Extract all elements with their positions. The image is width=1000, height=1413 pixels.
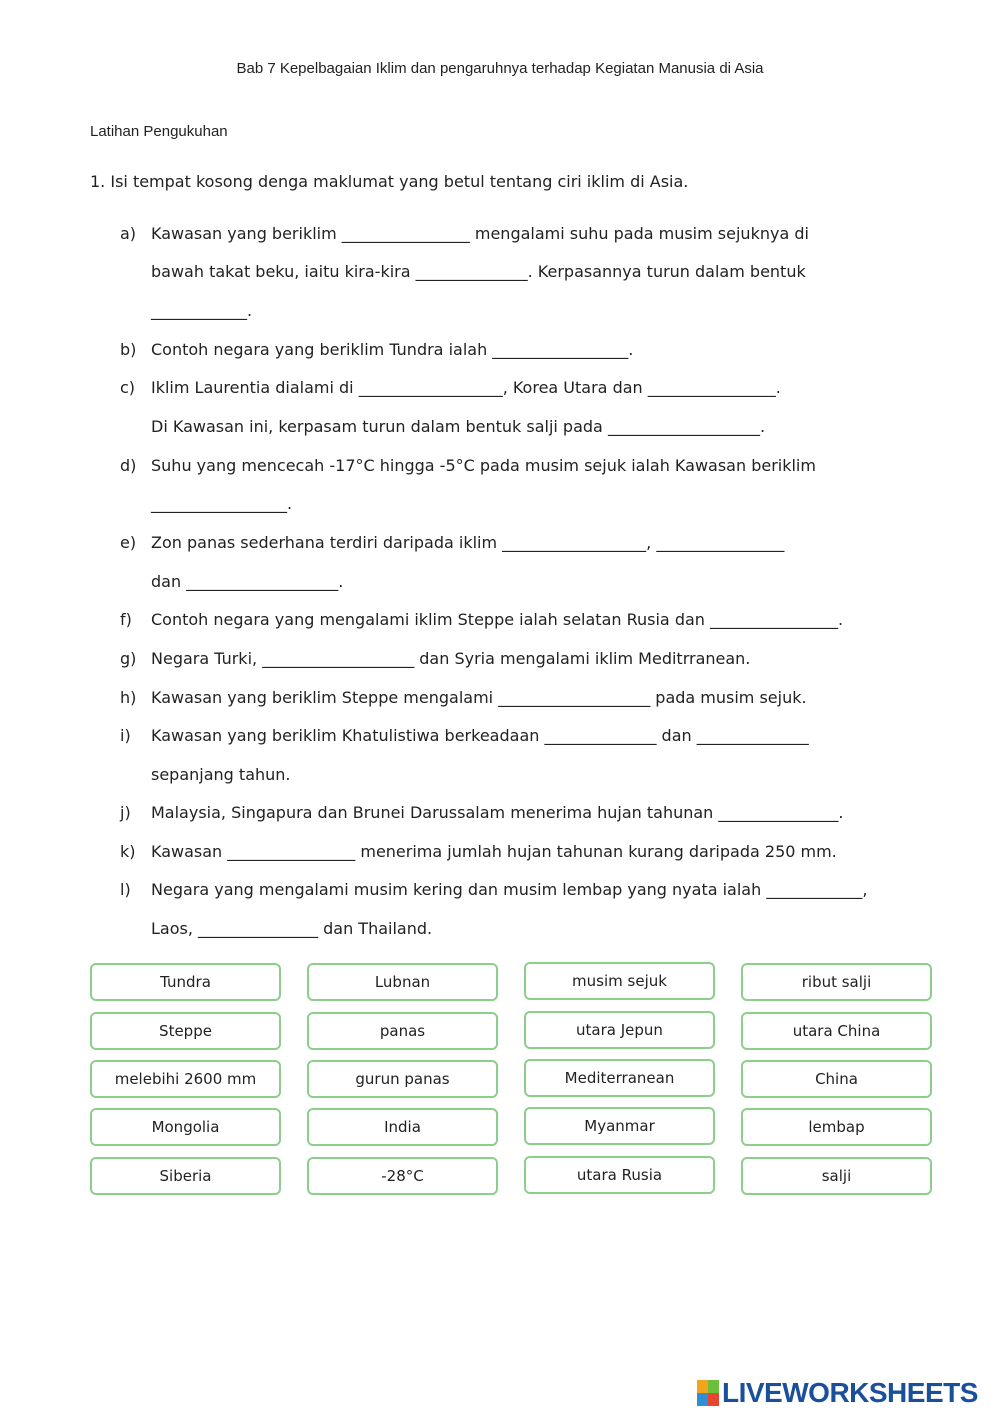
liveworksheets-logo	[697, 1376, 978, 1410]
question-letter-i: i)	[120, 726, 131, 745]
question-h-line-1: Kawasan yang beriklim Steppe mengalami ___________________ pada musim sejuk.	[151, 688, 807, 707]
answer-chip[interactable]: utara Jepun	[524, 1011, 715, 1049]
answer-chip[interactable]: -28°C	[307, 1157, 498, 1195]
answer-chip[interactable]: musim sejuk	[524, 962, 715, 1000]
question-e-line-2: dan ___________________.	[151, 572, 344, 591]
answer-chip[interactable]: utara China	[741, 1012, 932, 1050]
question-d-line-1: Suhu yang mencecah -17°C hingga -5°C pada musim sejuk ialah Kawasan beriklim	[151, 456, 816, 475]
question-e-line-1: Zon panas sederhana terdiri daripada iklim __________________, ________________	[151, 533, 785, 552]
answer-chip[interactable]: Siberia	[90, 1157, 281, 1195]
question-letter-j: j)	[120, 803, 131, 822]
answer-chip[interactable]: Myanmar	[524, 1107, 715, 1145]
question-k-line-1: Kawasan ________________ menerima jumlah hujan tahunan kurang daripada 250 mm.	[151, 842, 837, 861]
answer-chip[interactable]: Tundra	[90, 963, 281, 1001]
question-letter-e: e)	[120, 533, 137, 552]
answer-chip[interactable]: Mediterranean	[524, 1059, 715, 1097]
question-a-line-1: Kawasan yang beriklim ________________ mengalami suhu pada musim sejuknya di	[151, 224, 809, 243]
question-i-line-1: Kawasan yang beriklim Khatulistiwa berkeadaan ______________ dan ______________	[151, 726, 809, 745]
question-l-line-2: Laos, _______________ dan Thailand.	[151, 919, 433, 938]
answer-chip[interactable]: Steppe	[90, 1012, 281, 1050]
question-b-line-1: Contoh negara yang beriklim Tundra ialah _________________.	[151, 340, 634, 359]
answer-chip[interactable]: Mongolia	[90, 1108, 281, 1146]
question-a-line-2: bawah takat beku, iaitu kira-kira ______________. Kerpasannya turun dalam bentuk	[151, 262, 806, 281]
answer-chip[interactable]: Lubnan	[307, 963, 498, 1001]
answer-chip[interactable]: utara Rusia	[524, 1156, 715, 1194]
answer-chip[interactable]: panas	[307, 1012, 498, 1050]
question-letter-f: f)	[120, 610, 132, 629]
question-l-line-1: Negara yang mengalami musim kering dan musim lembap yang nyata ialah ____________,	[151, 880, 868, 899]
answer-chip[interactable]: melebihi 2600 mm	[90, 1060, 281, 1098]
question-letter-b: b)	[120, 340, 137, 359]
question-letter-l: l)	[120, 880, 131, 899]
liveworksheets-logo-icon	[697, 1380, 719, 1406]
question-letter-k: k)	[120, 842, 136, 861]
liveworksheets-logo-text: LIVEWORKSHEETS	[722, 1377, 978, 1408]
section-subheading: Latihan Pengukuhan	[90, 123, 228, 140]
question-g-line-1: Negara Turki, ___________________ dan Syria mengalami iklim Meditrranean.	[151, 649, 751, 668]
answer-chip[interactable]: salji	[741, 1157, 932, 1195]
question-instruction: 1. Isi tempat kosong denga maklumat yang betul tentang ciri iklim di Asia.	[90, 172, 689, 191]
question-d-line-2: _________________.	[151, 494, 293, 513]
question-c-line-2: Di Kawasan ini, kerpasam turun dalam bentuk salji pada ___________________.	[151, 417, 766, 436]
answer-chip[interactable]: India	[307, 1108, 498, 1146]
question-letter-g: g)	[120, 649, 137, 668]
question-i-line-2: sepanjang tahun.	[151, 765, 291, 784]
answer-chip[interactable]: China	[741, 1060, 932, 1098]
question-letter-c: c)	[120, 378, 136, 397]
question-letter-a: a)	[120, 224, 137, 243]
question-letter-d: d)	[120, 456, 137, 475]
question-a-line-3: ____________.	[151, 301, 253, 320]
page-header-title: Bab 7 Kepelbagaian Iklim dan pengaruhnya terhadap Kegiatan Manusia di Asia	[236, 60, 764, 77]
answer-chip[interactable]: gurun panas	[307, 1060, 498, 1098]
question-letter-h: h)	[120, 688, 137, 707]
question-f-line-1: Contoh negara yang mengalami iklim Steppe ialah selatan Rusia dan ________________.	[151, 610, 844, 629]
answer-chip[interactable]: ribut salji	[741, 963, 932, 1001]
question-j-line-1: Malaysia, Singapura dan Brunei Darussalam menerima hujan tahunan _______________.	[151, 803, 844, 822]
question-c-line-1: Iklim Laurentia dialami di __________________, Korea Utara dan ________________.	[151, 378, 781, 397]
answer-chip[interactable]: lembap	[741, 1108, 932, 1146]
